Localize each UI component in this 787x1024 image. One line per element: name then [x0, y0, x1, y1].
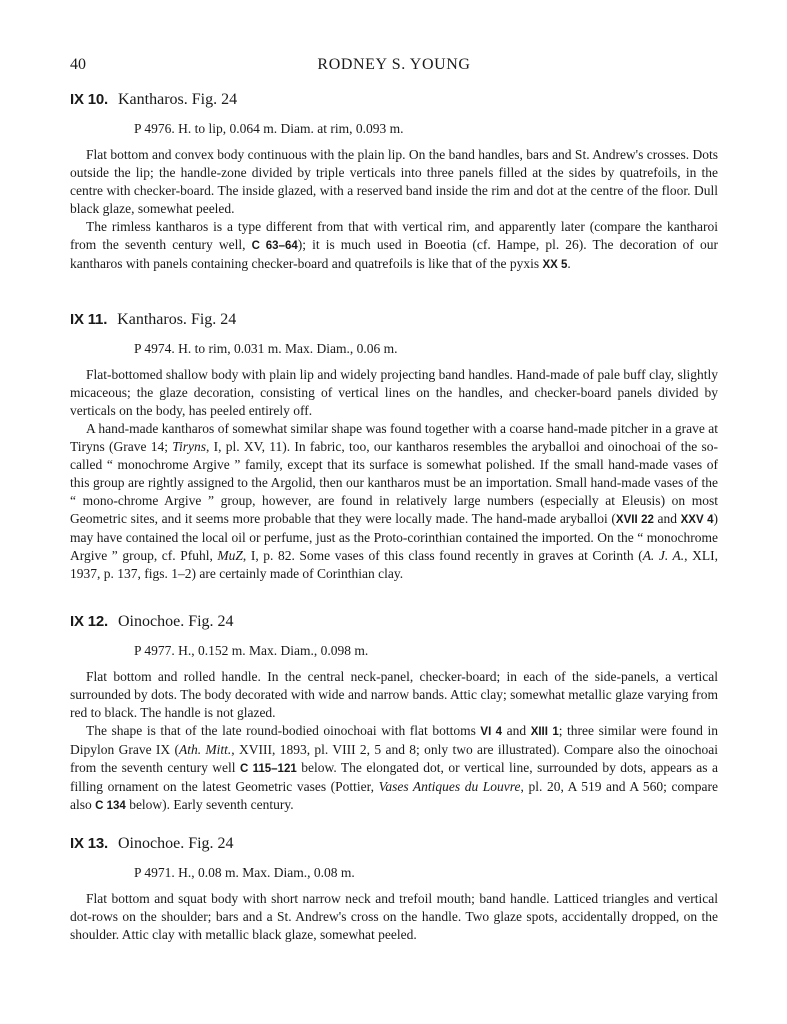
- cross-reference: C 63–64: [251, 240, 298, 252]
- inventory-dimensions: P 4976. H. to lip, 0.064 m. Diam. at rim, 0.093 m.: [134, 121, 404, 136]
- commentary-paragraph: The shape is that of the late round-bodied oinochoai with flat bottoms VI 4 and XIII 1; three similar were found in Dipylon Grave IX (Ath. Mitt., XVIII, 1893, pl. VIII 2, 5 and 8; only two are illustrated). Compare also the oinochoai from the seventh century well C 115–121 below. The elongated dot, or vertical line, surrounded by dots, appears as a filling ornament on the latest Geometric vases (Pottier, Vases Antiques du Louvre, pl. 20, A 519 and A 560; compare also C 134 below). Early seventh century.: [70, 723, 719, 812]
- figure-reference: Fig. 24: [188, 613, 234, 630]
- cross-reference: VI 4: [480, 726, 503, 738]
- entry-title: Kantharos.: [118, 91, 188, 108]
- description-paragraph: Flat bottom and convex body continuous with the plain lip. On the band handles, bars and St. Andrew's crosses. Dots outside the lip; the handle-zone divided by triple verticals into three panels filled at the sides by quatrefoils, in the centre with checker-board. The inside glazed, with a reserved band inside the rim and dot at the centre of the floor. Dull black glaze, somewhat peeled.: [70, 147, 718, 216]
- figure-reference: Fig. 24: [190, 311, 237, 328]
- commentary-paragraph: The rimless kantharos is a type different from that with vertical rim, and apparently later (compare the kantharoi from the seventh century well, C 63–64); it is much used in Boeotia (cf. Hampe, pl. 26). The decoration of our kantharos with panels containing checker-board and quatrefoils is like that of the pyxis XX 5.: [70, 219, 719, 271]
- inventory-dimensions: P 4971. H., 0.08 m. Max. Diam., 0.08 m.: [134, 865, 355, 880]
- cross-reference: XIII 1: [530, 726, 559, 738]
- entry-title: Oinochoe.: [118, 835, 185, 852]
- description-paragraph: Flat bottom and rolled handle. In the central neck-panel, checker-board; in each of the side-panels, a vertical surrounded by dots. The body decorated with wide and narrow bands. Attic clay; somewhat metallic glaze varying from red to black. The handle is not glazed.: [70, 669, 718, 720]
- catalog-entry-ix-13: [70, 834, 718, 944]
- catalog-number: IX 13.: [70, 835, 108, 852]
- catalog-number: IX 12.: [70, 613, 108, 630]
- entry-title: Kantharos.: [117, 311, 187, 328]
- cross-reference: XXV 4: [680, 514, 714, 526]
- cross-reference: XX 5: [542, 259, 568, 271]
- entry-title: Oinochoe.: [118, 613, 185, 630]
- description-paragraph: Flat bottom and squat body with short narrow neck and trefoil mouth; band handle. Latticed triangles and vertical dot-rows on the shoulder; bars and a St. Andrew's cross on the handle. Two glaze spots, accidentally dropped, on the shoulder. Attic clay with metallic black glaze, somewhat peeled.: [70, 891, 718, 942]
- description-paragraph: Flat-bottomed shallow body with plain lip and widely projecting band handles. Hand-made of pale buff clay, slightly micaceous; the glaze decoration, consisting of vertical lines on the handles, and checker-board panels divided by verticals on the body, has peeled entirely off.: [70, 367, 718, 418]
- catalog-number: IX 11.: [70, 311, 108, 328]
- entry-heading: [70, 90, 718, 110]
- page-number: 40: [70, 56, 86, 73]
- entry-heading: [70, 612, 718, 632]
- entry-heading: [70, 310, 718, 330]
- cross-reference: C 134: [95, 800, 126, 812]
- cross-reference: C 115–121: [240, 763, 297, 775]
- cross-reference: XVII 22: [615, 514, 654, 526]
- catalog-entry-ix-11: [70, 310, 718, 583]
- figure-reference: Fig. 24: [191, 91, 238, 108]
- catalog-entry-ix-12: [70, 612, 718, 815]
- running-title: RODNEY S. YOUNG: [317, 56, 471, 73]
- commentary-paragraph: A hand-made kantharos of somewhat similar shape was found together with a coarse hand-made pitcher in a grave at Tiryns (Grave 14; Tiryns, I, pl. XV, 11). In fabric, too, our kantharos resembles the aryballoi and oinochoai of the so-called “ monochrome Argive ” family, except that its surface is somewhat polished. If the small hand-made vases of this group are rightly assigned to the Argolid, then our kantharos must be an importation. Small hand-made vases of the “ mono-chrome Argive ” group, however, are found in relatively large numbers (especially at Eleusis) on most Geometric sites, and it seems more probable that they were locally made. The hand-made aryballoi (XVII 22 and XXV 4) may have contained the local oil or perfume, just as the Proto-corinthian contained the imported. On the “ monochrome Argive ” group, cf. Pfuhl, MuZ, I, p. 82. Some vases of this class found recently in graves at Corinth (A. J. A., XLI, 1937, p. 137, figs. 1–2) are certainly made of Corinthian clay.: [70, 421, 718, 581]
- catalog-entry-ix-10: [70, 90, 718, 274]
- figure-reference: Fig. 24: [188, 835, 234, 852]
- inventory-dimensions: P 4977. H., 0.152 m. Max. Diam., 0.098 m.: [134, 643, 369, 658]
- entry-heading: [70, 834, 718, 854]
- catalog-number: IX 10.: [70, 91, 108, 108]
- inventory-dimensions: P 4974. H. to rim, 0.031 m. Max. Diam., 0.06 m.: [134, 341, 398, 356]
- running-header: [70, 56, 718, 78]
